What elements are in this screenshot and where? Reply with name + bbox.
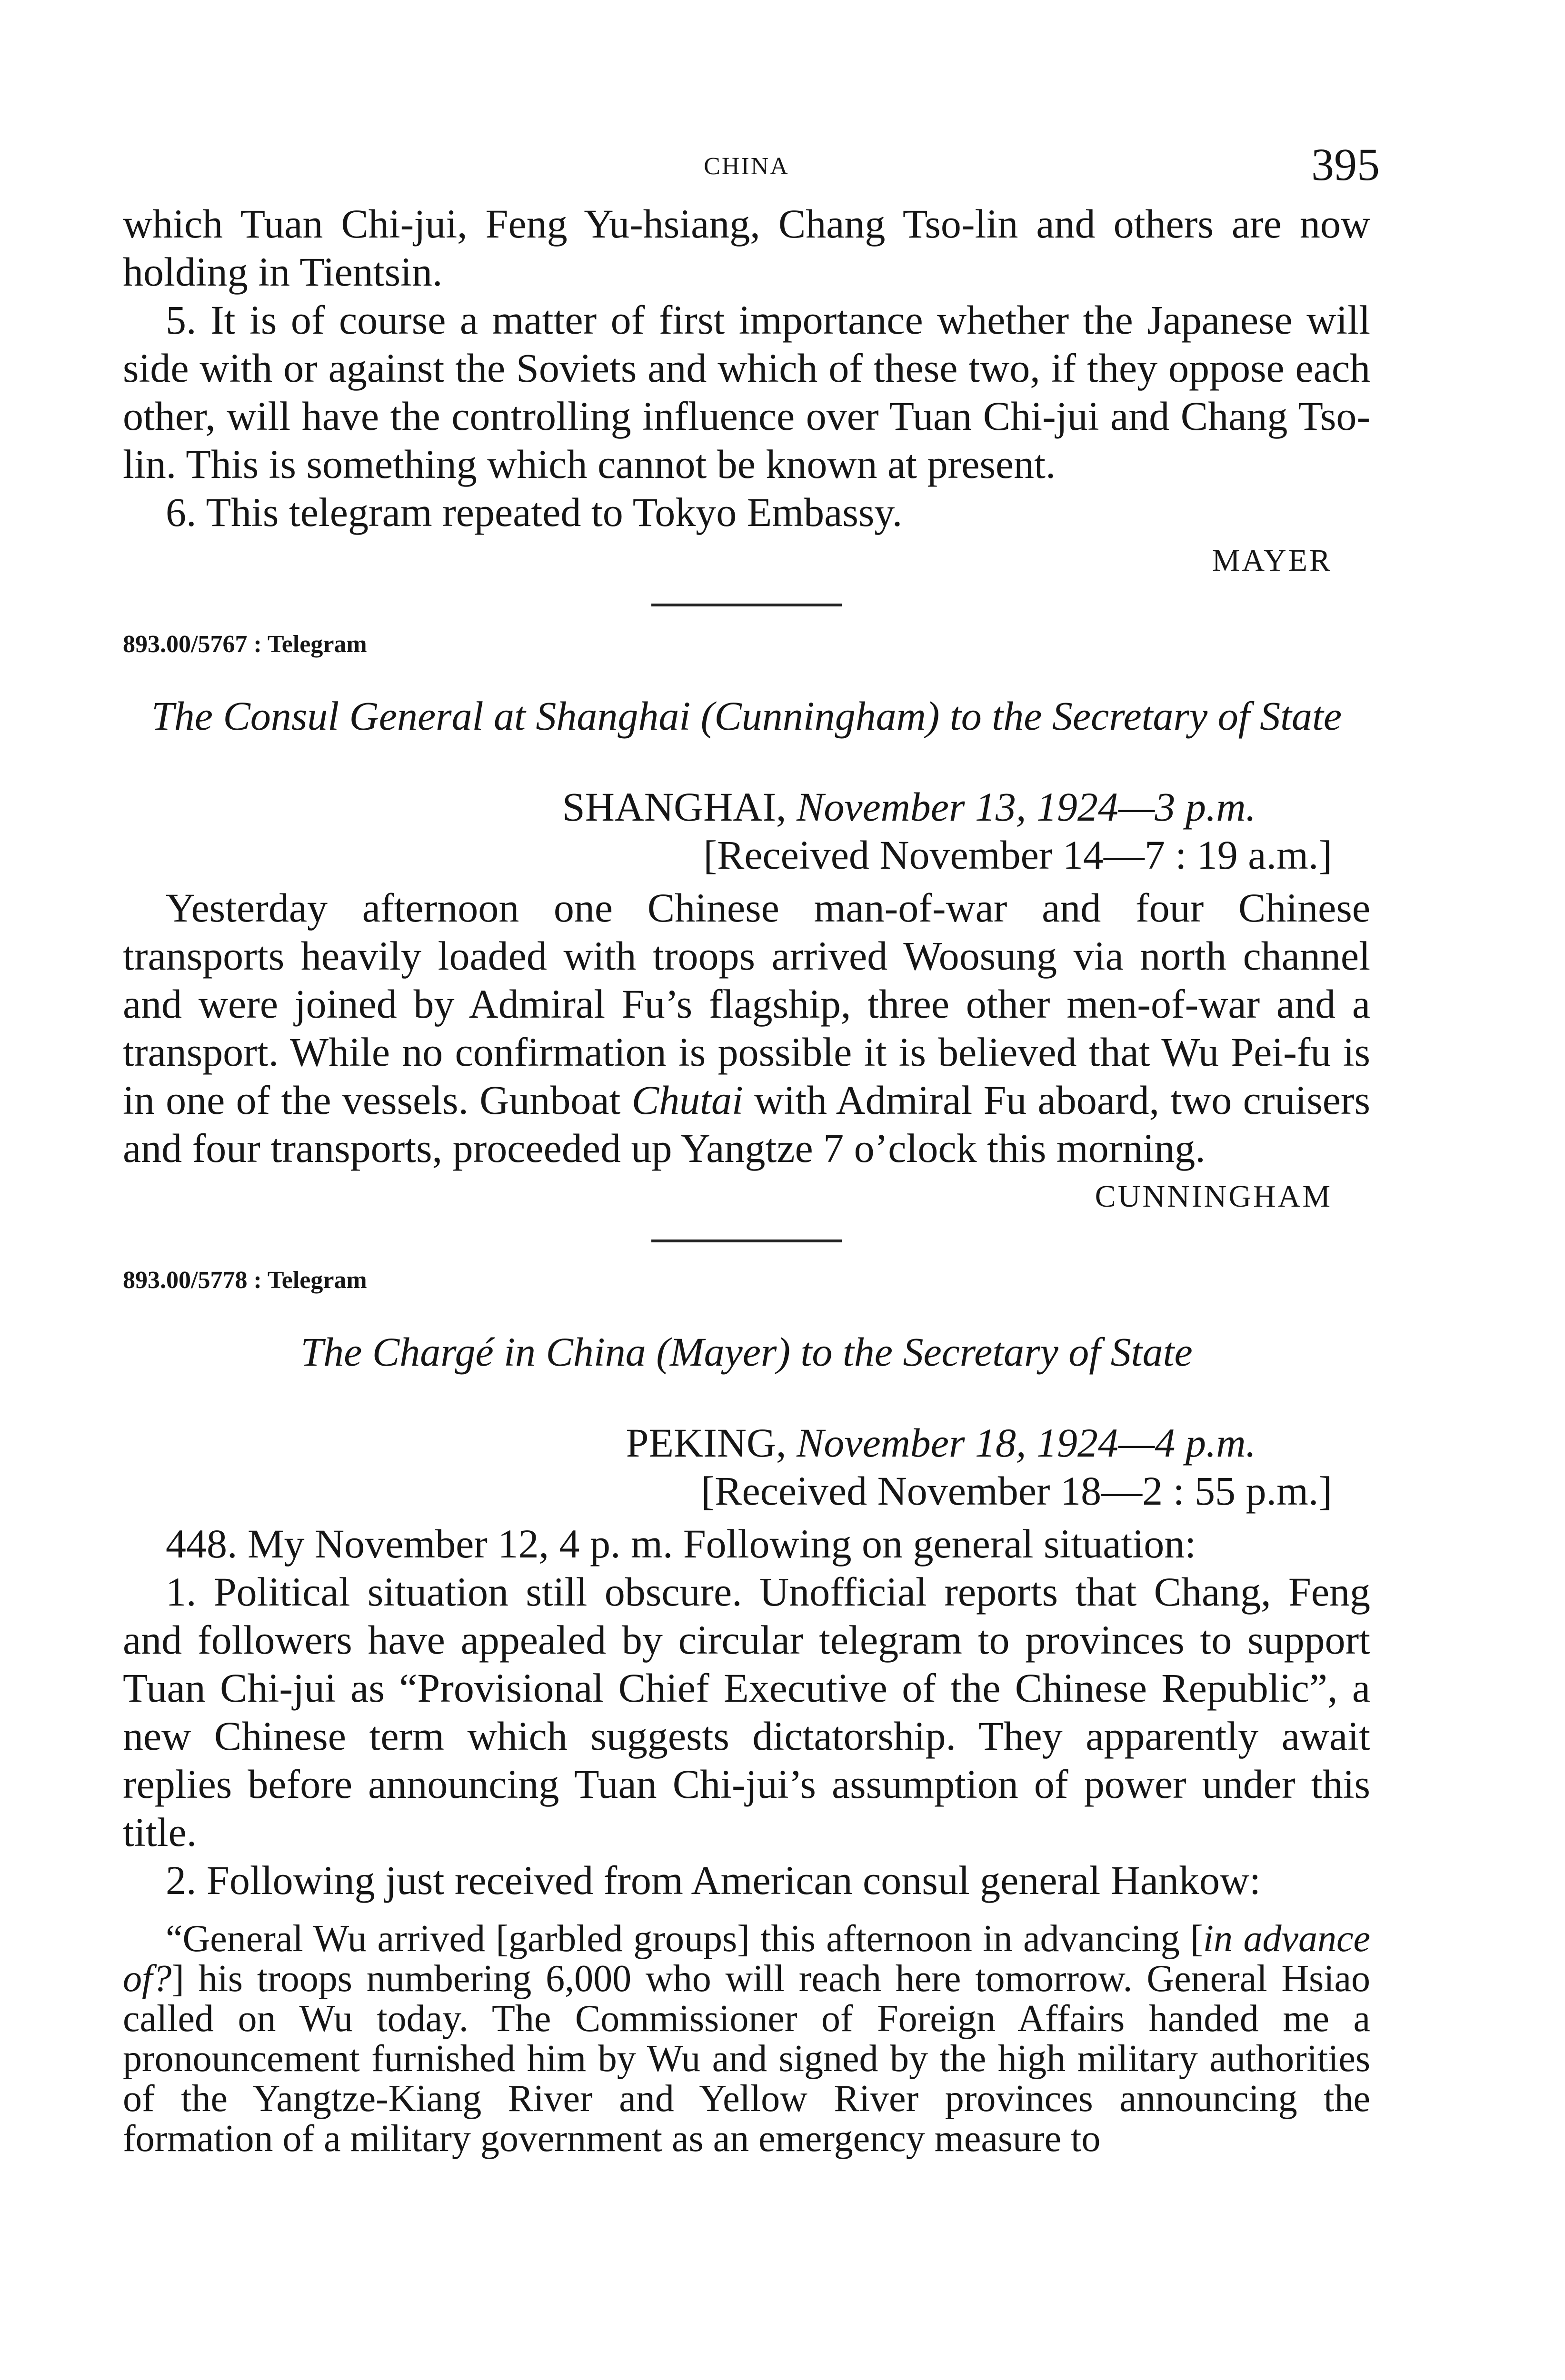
telegram-body — [123, 884, 1370, 1172]
running-head: CHINA — [704, 153, 789, 180]
received-line: [Received November 18—2 : 55 p.m.] — [701, 1468, 1332, 1514]
dateline — [123, 783, 1370, 831]
body-text: Yesterday afternoon one Chinese man-of-war and four Chinese transports heavily loaded with troops arrived Woosung via north channel and were joined by Admiral Fu’s flagship, three other men-of-war and a transport. While no confirmation is possible it is believed that Wu Pei-fu is in one of the vessels. Gunboat — [123, 885, 1370, 1123]
dateline-place: SHANGHAI, — [562, 784, 787, 830]
page-number: 395 — [1311, 139, 1380, 190]
file-number: 893.00/5778 : Telegram — [123, 1267, 367, 1294]
dateline-place: PEKING, — [626, 1420, 787, 1466]
paragraph-2: 2. Following just received from American consul general Hankow: — [166, 1857, 1261, 1903]
paragraph-448: 448. My November 12, 4 p. m. Following on general situation: — [166, 1521, 1196, 1567]
section-divider — [651, 1240, 842, 1242]
continued-paragraph: which Tuan Chi-jui, Feng Yu-hsiang, Chang Tso-lin and others are now holding in Tientsin. — [123, 201, 1370, 295]
quote-paragraph — [123, 1919, 1370, 2159]
dateline-date: November 13, 1924—3 p.m. — [796, 784, 1256, 830]
signature-mayer: MAYER — [1212, 543, 1332, 578]
page-content — [123, 133, 1380, 2160]
signature-cunningham: CUNNINGHAM — [1095, 1179, 1332, 1214]
paragraph-1: 1. Political situation still obscure. Unofficial reports that Chang, Feng and followers have appealed by circular telegram to provinces to support Tuan Chi-jui as “Provisional Chief Executive of the Chinese Republic”, a new Chinese term which suggests dictatorship. They apparently await replies before announcing Tuan Chi-jui’s assumption of power under this title. — [123, 1569, 1370, 1855]
section-divider — [651, 604, 842, 606]
quote-text: “General Wu arrived [garbled groups] this afternoon in advancing [ — [166, 1918, 1203, 1960]
body-text-end: with Admiral Fu aboard, two cruisers and four transports, proceeded up Yangtze 7 o’clock this morning. — [123, 1077, 1371, 1171]
editorial-insertion: in advance of? — [123, 1918, 1370, 2000]
document-heading: The Chargé in China (Mayer) to the Secretary of State — [300, 1329, 1193, 1375]
quote-text-rest: ] his troops numbering 6,000 who will reach here tomorrow. General Hsiao called on Wu today. The Commissioner of Foreign Affairs handed me a pronouncement furnished him by Wu and signed by the high military authorities of the Yangtze-Kiang River and Yellow River provinces announcing the formation of a military government as an emergency measure to — [123, 1958, 1370, 2160]
quoted-telegram — [123, 1919, 1370, 2159]
document-heading: The Consul General at Shanghai (Cunningham) to the Secretary of State — [151, 693, 1342, 739]
paragraph-5: 5. It is of course a matter of first importance whether the Japanese will side with or against the Soviets and which of these two, if they oppose each other, will have the controlling influence over Tuan Chi-jui and Chang Tso-lin. This is something which cannot be known at present. — [123, 297, 1370, 487]
received-line: [Received November 14—7 : 19 a.m.] — [703, 832, 1332, 878]
vessel-name: Chutai — [631, 1077, 743, 1123]
page-header — [123, 133, 1380, 200]
dateline — [123, 1419, 1370, 1467]
paragraph-6: 6. This telegram repeated to Tokyo Embassy. — [166, 489, 903, 535]
file-number: 893.00/5767 : Telegram — [123, 631, 367, 658]
dateline-date: November 18, 1924—4 p.m. — [796, 1420, 1256, 1466]
